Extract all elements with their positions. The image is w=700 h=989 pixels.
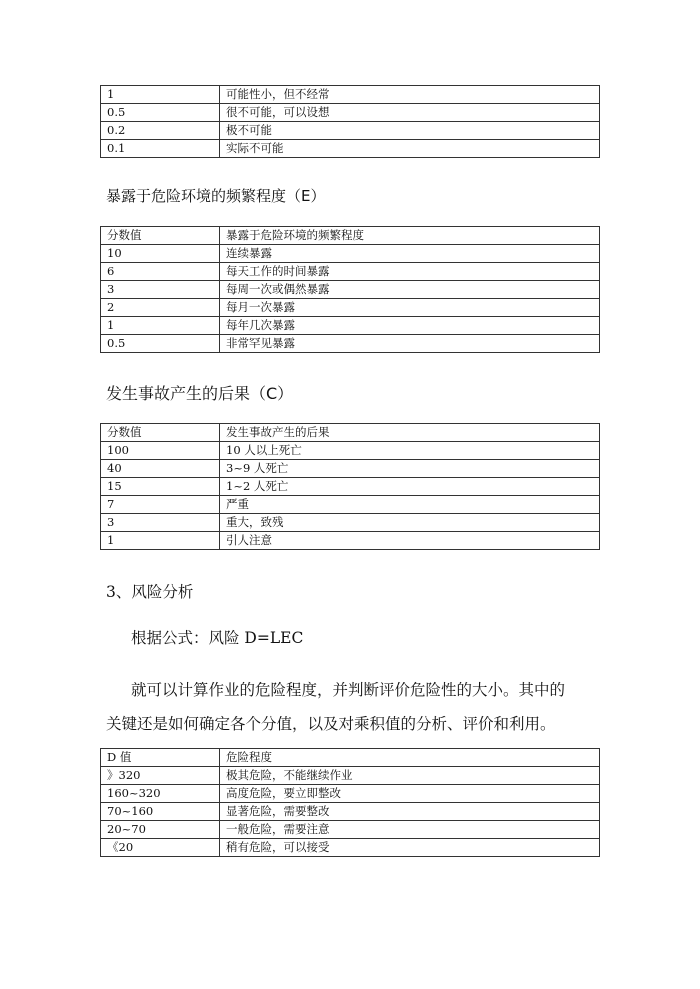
risk-level-table [100, 748, 600, 857]
table-row [101, 839, 600, 857]
table-row [101, 803, 600, 821]
score-cell: 》320 [101, 767, 220, 785]
score-cell: 10 [101, 245, 220, 263]
description-cell: 高度危险，要立即整改 [220, 785, 600, 803]
score-cell: 160~320 [101, 785, 220, 803]
score-cell: 1 [101, 86, 220, 104]
table-row [101, 104, 600, 122]
score-cell: 15 [101, 478, 220, 496]
consequence-table [100, 423, 600, 550]
description-cell: 非常罕见暴露 [220, 335, 600, 353]
table-row [101, 785, 600, 803]
header-cell: 发生事故产生的后果 [220, 424, 600, 442]
exposure-table [100, 226, 600, 353]
table-row [101, 335, 600, 353]
header-cell: 危险程度 [220, 749, 600, 767]
table-header-row [101, 227, 600, 245]
table-row [101, 442, 600, 460]
score-cell: 40 [101, 460, 220, 478]
description-cell: 每月一次暴露 [220, 299, 600, 317]
header-cell: 分数值 [101, 424, 220, 442]
likelihood-table [100, 85, 600, 158]
score-cell: 100 [101, 442, 220, 460]
description-cell: 每周一次或偶然暴露 [220, 281, 600, 299]
score-cell: 0.1 [101, 140, 220, 158]
description-cell: 实际不可能 [220, 140, 600, 158]
description-cell: 每天工作的时间暴露 [220, 263, 600, 281]
table-row [101, 86, 600, 104]
score-cell: 《20 [101, 839, 220, 857]
score-cell: 0.5 [101, 335, 220, 353]
description-cell: 很不可能，可以设想 [220, 104, 600, 122]
description-cell: 重大，致残 [220, 514, 600, 532]
table-row [101, 299, 600, 317]
description-cell: 极其危险，不能继续作业 [220, 767, 600, 785]
table-row [101, 514, 600, 532]
description-cell: 可能性小，但不经常 [220, 86, 600, 104]
score-cell: 70~160 [101, 803, 220, 821]
table-header-row [101, 424, 600, 442]
description-cell: 每年几次暴露 [220, 317, 600, 335]
score-cell: 7 [101, 496, 220, 514]
score-cell: 20~70 [101, 821, 220, 839]
score-cell: 1 [101, 532, 220, 550]
score-cell: 6 [101, 263, 220, 281]
header-cell: D 值 [101, 749, 220, 767]
table-row [101, 496, 600, 514]
table-row [101, 460, 600, 478]
score-cell: 0.2 [101, 122, 220, 140]
table-row [101, 281, 600, 299]
score-cell: 1 [101, 317, 220, 335]
table-row [101, 245, 600, 263]
risk-analysis-heading: 3、风险分析 [106, 583, 194, 601]
table-row [101, 317, 600, 335]
formula-line: 根据公式：风险 D=LEC [131, 629, 304, 647]
paragraph-line-1: 就可以计算作业的危险程度，并判断评价危险性的大小。其中的 [131, 681, 566, 699]
consequence-heading: 发生事故产生的后果（C） [106, 384, 294, 403]
description-cell: 3~9 人死亡 [220, 460, 600, 478]
description-cell: 一般危险，需要注意 [220, 821, 600, 839]
score-cell: 3 [101, 281, 220, 299]
description-cell: 严重 [220, 496, 600, 514]
description-cell: 极不可能 [220, 122, 600, 140]
description-cell: 10 人以上死亡 [220, 442, 600, 460]
score-cell: 0.5 [101, 104, 220, 122]
header-cell: 分数值 [101, 227, 220, 245]
header-cell: 暴露于危险环境的频繁程度 [220, 227, 600, 245]
table-row [101, 122, 600, 140]
table-row [101, 532, 600, 550]
description-cell: 1~2 人死亡 [220, 478, 600, 496]
table-row [101, 263, 600, 281]
table-row [101, 140, 600, 158]
description-cell: 引人注意 [220, 532, 600, 550]
score-cell: 2 [101, 299, 220, 317]
paragraph-line-2: 关键还是如何确定各个分值，以及对乘积值的分析、评价和利用。 [106, 715, 556, 733]
score-cell: 3 [101, 514, 220, 532]
table-header-row [101, 749, 600, 767]
table-row [101, 478, 600, 496]
exposure-heading: 暴露于危险环境的频繁程度（E） [106, 187, 326, 205]
table-row [101, 821, 600, 839]
description-cell: 显著危险，需要整改 [220, 803, 600, 821]
table-row [101, 767, 600, 785]
description-cell: 连续暴露 [220, 245, 600, 263]
description-cell: 稍有危险，可以接受 [220, 839, 600, 857]
